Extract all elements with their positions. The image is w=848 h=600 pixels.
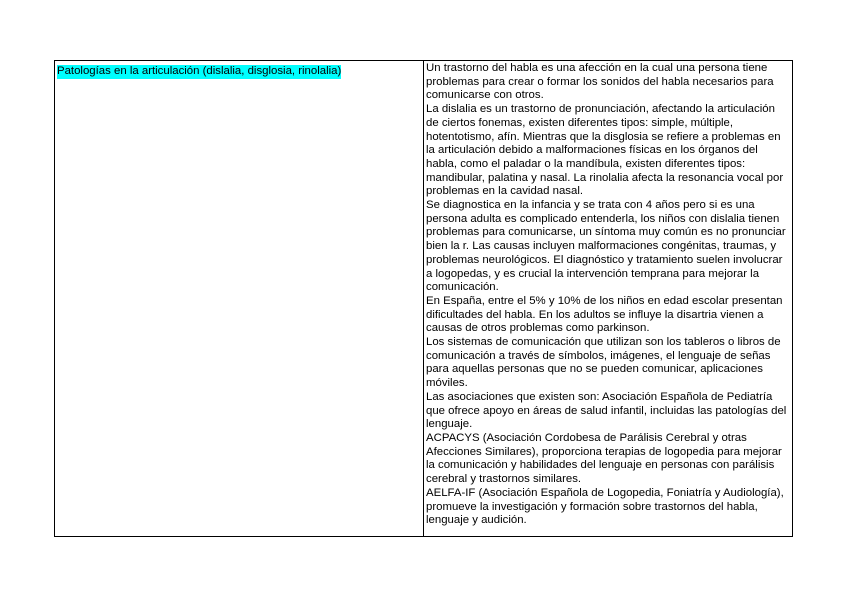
paragraph-acpacys: ACPACYS (Asociación Cordobesa de Parálisis Cerebral y otras Afecciones Similares), proporciona terapias de logopedia para mejorar la comunicación y habilidades del lenguaje en personas con parálisis cerebral y trastornos similares.	[426, 431, 782, 486]
paragraph-types: La dislalia es un trastorno de pronunciación, afectando la articulación de ciertos fonemas, existen diferentes tipos: simple, múltiple, hotentotismo, afín. Mientras que la disglosia se refiere a problemas en la articulación debido a malformaciones físicas en los órganos del habla, como el paladar o la mandíbula, existen diferentes tipos: mandibular, palatina y nasal. La rinolalia afecta la resonancia vocal por problemas en la cavidad nasal.	[426, 103, 784, 198]
paragraph-prevalence: En España, entre el 5% y 10% de los niños en edad escolar presentan dificultades del habla. En los adultos se influye la disartria vienen a causas de otros problemas como parkinson.	[426, 294, 783, 335]
paragraph-diagnosis: Se diagnostica en la infancia y se trata con 4 años pero si es una persona adulta es complicado entenderla, los niños con dislalia tienen problemas para comunicarse, un síntoma muy común es no pronunciar bien la r. Las causas incluyen malformaciones congénitas, traumas, y problemas neurológicos. El diagnóstico y tratamiento suelen involucrar a logopedas, y es crucial la intervención temprana para mejorar la comunicación.	[426, 199, 786, 294]
topic-highlighted-text: Patologías en la articulación (dislalia, disglosia, rinolalia)	[57, 65, 342, 77]
description-cell[interactable]	[424, 61, 793, 537]
topic-cell[interactable]	[55, 61, 424, 537]
paragraph-aelfa: AELFA-IF (Asociación Española de Logopedia, Foniatría y Audiología), promueve la investigación y formación sobre trastornos del habla, lenguaje y audición.	[426, 486, 784, 527]
table-row	[55, 61, 793, 537]
paragraph-definition: Un trastorno del habla es una afección en la cual una persona tiene problemas para crear o formar los sonidos del habla necesarios para comunicarse con otros.	[426, 62, 774, 102]
content-table	[54, 60, 793, 537]
paragraph-communication-systems: Los sistemas de comunicación que utilizan son los tableros o libros de comunicación a través de símbolos, imágenes, el lenguaje de señas para aquellas personas que no se pueden comunicar, aplicaciones móviles.	[426, 336, 781, 390]
paragraph-associations: Las asociaciones que existen son: Asociación Española de Pediatría que ofrece apoyo en áreas de salud infantil, incluidas las patologías del lenguaje.	[426, 390, 787, 431]
